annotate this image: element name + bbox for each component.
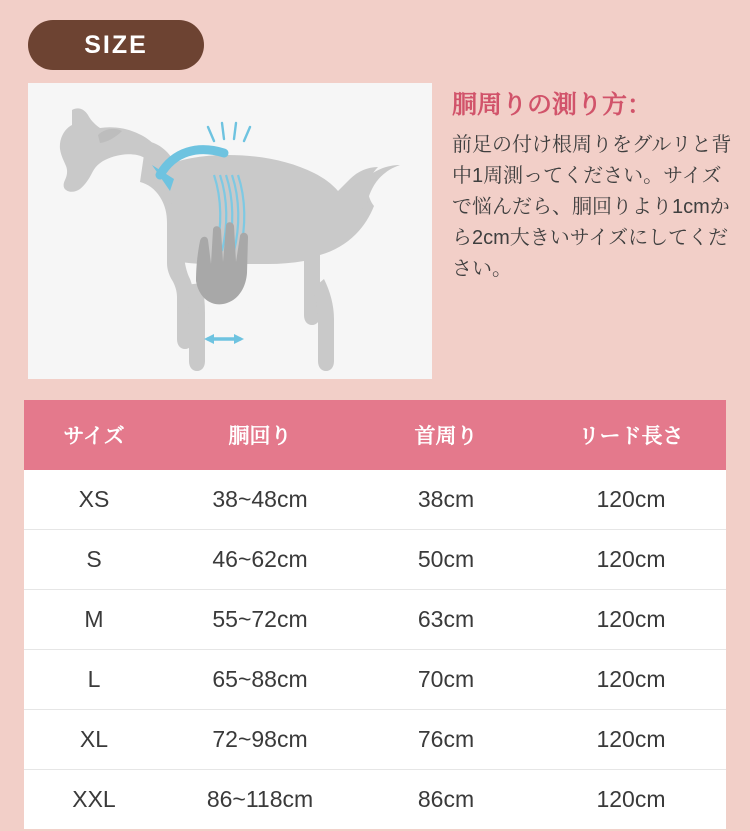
cell-chest: 38~48cm	[164, 470, 356, 530]
cell-size: XL	[24, 710, 164, 770]
table-row	[24, 710, 726, 770]
header-lead: リード長さ	[536, 400, 726, 470]
header-size: サイズ	[24, 400, 164, 470]
table-row	[24, 530, 726, 590]
table-row	[24, 650, 726, 710]
cell-lead: 120cm	[536, 710, 726, 770]
howto-body: 前足の付け根周りをグルリと背中1周測ってください。サイズで悩んだら、胴回りより1cmから2cm大きいサイズにしてください。	[452, 134, 732, 280]
cell-size: XS	[24, 470, 164, 530]
howto-block	[452, 90, 732, 285]
size-badge	[28, 20, 204, 70]
cell-lead: 120cm	[536, 590, 726, 650]
cell-chest: 72~98cm	[164, 710, 356, 770]
header-neck: 首周り	[356, 400, 536, 470]
cell-lead: 120cm	[536, 530, 726, 590]
cell-neck: 86cm	[356, 770, 536, 830]
cell-chest: 55~72cm	[164, 590, 356, 650]
cell-neck: 70cm	[356, 650, 536, 710]
size-badge-label: SIZE	[84, 30, 148, 59]
cell-lead: 120cm	[536, 650, 726, 710]
cell-chest: 65~88cm	[164, 650, 356, 710]
table-row	[24, 470, 726, 530]
cell-size: M	[24, 590, 164, 650]
cell-size: XXL	[24, 770, 164, 830]
cell-neck: 38cm	[356, 470, 536, 530]
cell-chest: 46~62cm	[164, 530, 356, 590]
size-table	[24, 400, 726, 829]
cell-lead: 120cm	[536, 470, 726, 530]
cell-neck: 50cm	[356, 530, 536, 590]
table-header-row	[24, 400, 726, 470]
cell-size: S	[24, 530, 164, 590]
table-row	[24, 590, 726, 650]
howto-title: 胴周りの測り方：	[452, 91, 653, 119]
cell-lead: 120cm	[536, 770, 726, 830]
header-chest: 胴回り	[164, 400, 356, 470]
cell-size: L	[24, 650, 164, 710]
cell-neck: 76cm	[356, 710, 536, 770]
cell-chest: 86~118cm	[164, 770, 356, 830]
dog-measurement-illustration	[28, 83, 432, 379]
cell-neck: 63cm	[356, 590, 536, 650]
table-row	[24, 770, 726, 830]
